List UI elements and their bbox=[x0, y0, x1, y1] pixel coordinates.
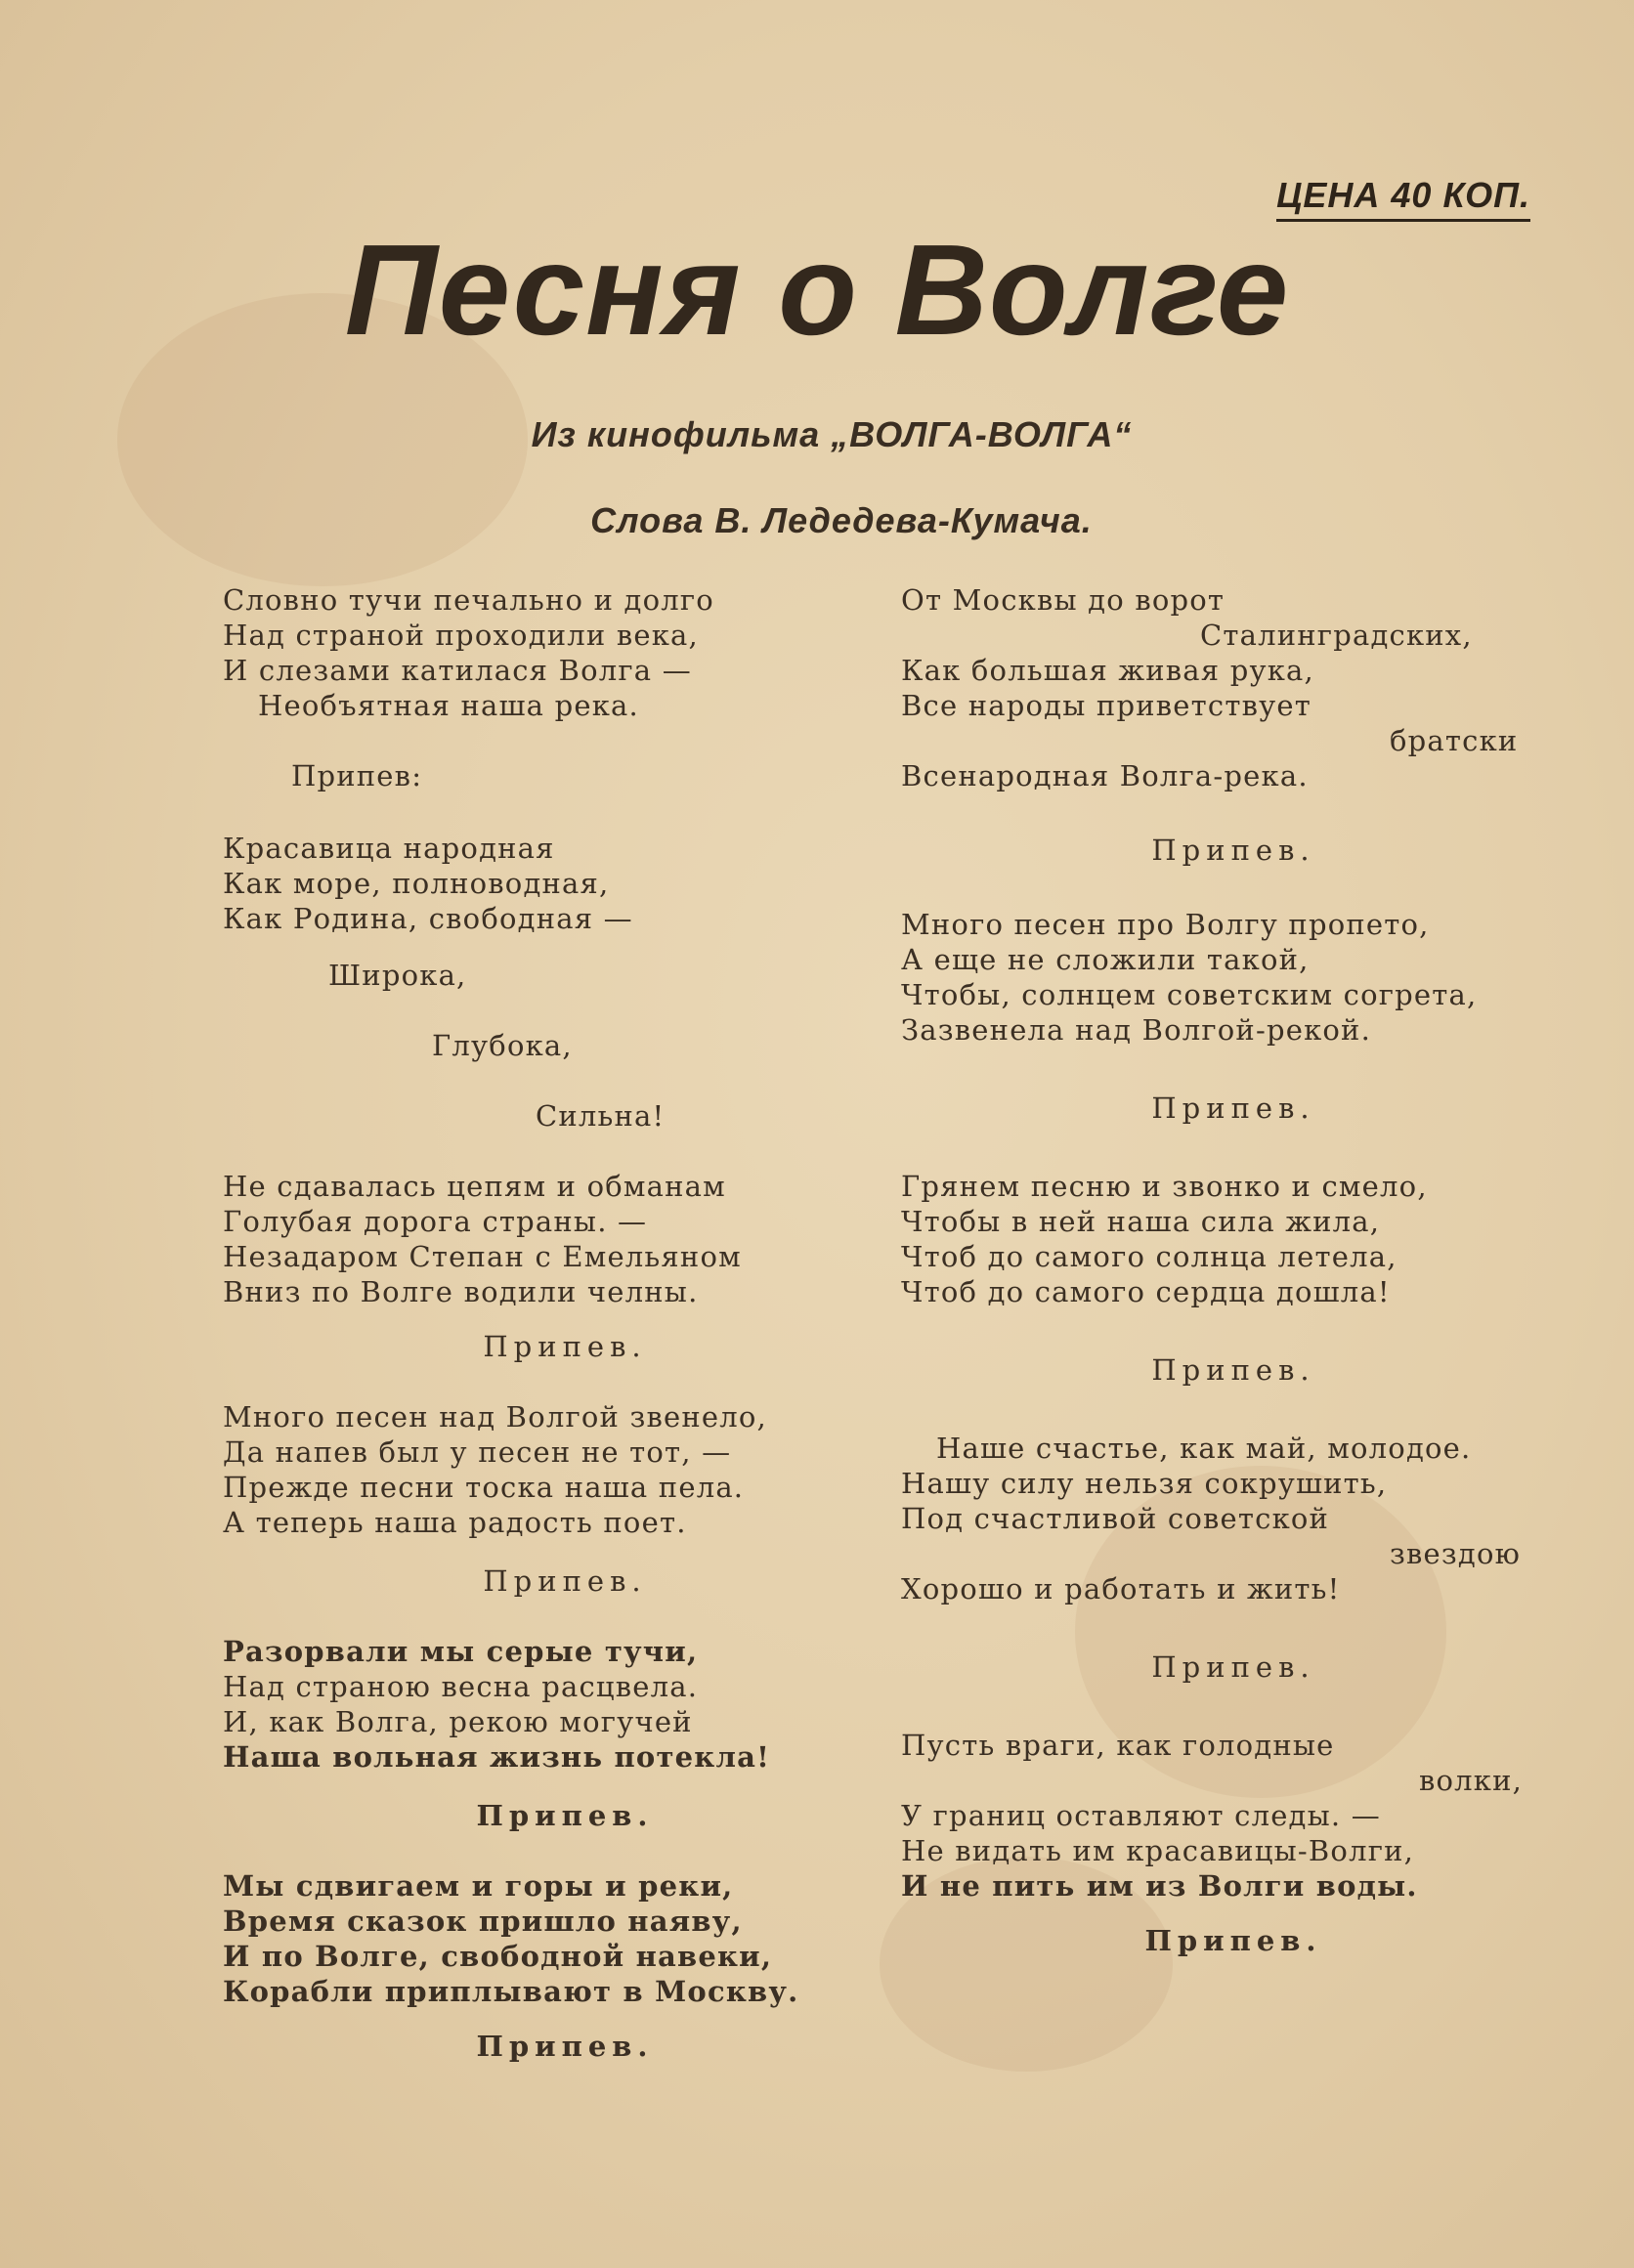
song-title-text: Песня о Волге bbox=[344, 218, 1290, 362]
verse-line: И, как Волга, рекою могучей bbox=[223, 1705, 693, 1738]
verse-line: У границ оставляют следы. — bbox=[901, 1799, 1381, 1832]
verse-line: Наше счастье, как май, молодое. bbox=[936, 1432, 1472, 1465]
stanza bbox=[901, 1431, 1526, 1606]
chorus-word: Широка, bbox=[328, 959, 467, 992]
verse-line: Время сказок пришло наяву, bbox=[223, 1904, 743, 1938]
price-label: ЦЕНА 40 КОП. bbox=[1276, 172, 1530, 222]
refrain-label: Припев. bbox=[476, 2030, 654, 2063]
verse-line: звездою bbox=[1390, 1537, 1522, 1570]
chorus-label: Припев: bbox=[291, 759, 423, 792]
verse-line: А теперь наша радость поет. bbox=[223, 1506, 687, 1539]
stanza bbox=[901, 1728, 1526, 1904]
lyrics-author-text: Слова В. Ледедева-Кумача. bbox=[590, 500, 1093, 540]
verse-line: Прежде песни тоска наша пела. bbox=[223, 1471, 745, 1504]
chorus-line: Как море, полноводная, bbox=[223, 867, 610, 900]
verse-line: Сталинградских, bbox=[1200, 619, 1473, 652]
stanza bbox=[223, 1399, 848, 1540]
left-column bbox=[223, 582, 848, 2064]
verse-line: Всенародная Волга-река. bbox=[901, 759, 1309, 792]
verse-line: братски bbox=[1390, 724, 1519, 757]
verse-line: Разорвали мы серые тучи, bbox=[223, 1635, 699, 1668]
verse-line: Над страною весна расцвела. bbox=[223, 1670, 699, 1703]
verse-line: И не пить им из Волги воды. bbox=[901, 1869, 1418, 1903]
verse-line: От Москвы до ворот bbox=[901, 583, 1226, 617]
verse-line: Корабли приплывают в Москву. bbox=[223, 1975, 799, 2008]
film-subtitle-text: Из кинофильма „ВОЛГА-ВОЛГА“ bbox=[531, 414, 1133, 454]
right-column bbox=[901, 582, 1526, 1958]
song-title bbox=[59, 217, 1634, 364]
verse-line: Чтобы, солнцем советским согрета, bbox=[901, 978, 1478, 1011]
verse-line: И по Волге, свободной навеки, bbox=[223, 1940, 773, 1973]
verse-line: Пусть враги, как голодные bbox=[901, 1729, 1335, 1762]
verse-line: Не сдавалась цепям и обманам bbox=[223, 1170, 726, 1203]
chorus-line: Как Родина, свободная — bbox=[223, 902, 633, 935]
verse-line: Чтоб до самого солнца летела, bbox=[901, 1240, 1398, 1273]
verse-line: волки, bbox=[1419, 1764, 1524, 1797]
verse-line: Необъятная наша река. bbox=[258, 689, 639, 722]
chorus-word: Глубока, bbox=[432, 1029, 573, 1062]
chorus bbox=[223, 831, 848, 936]
stanza bbox=[901, 1169, 1526, 1309]
chorus-word: Сильна! bbox=[536, 1099, 666, 1133]
refrain-label: Припев. bbox=[1151, 1353, 1315, 1387]
verse-line: И слезами катилася Волга — bbox=[223, 654, 692, 687]
verse-line: Над страной проходили века, bbox=[223, 619, 699, 652]
stanza bbox=[223, 1634, 848, 1775]
stanza bbox=[223, 1169, 848, 1309]
stanza bbox=[901, 582, 1526, 793]
lyrics-author bbox=[0, 496, 1634, 545]
refrain-label: Припев. bbox=[1151, 1650, 1315, 1684]
verse-line: Не видать им красавицы-Волги, bbox=[901, 1834, 1415, 1867]
verse-line: Мы сдвигаем и горы и реки, bbox=[223, 1869, 734, 1903]
verse-line: Наша вольная жизнь потекла! bbox=[223, 1740, 771, 1774]
verse-line: Словно тучи печально и долго bbox=[223, 583, 714, 617]
chorus-line: Красавица народная bbox=[223, 832, 555, 865]
refrain-label: Припев. bbox=[483, 1330, 647, 1363]
refrain-label: Припев. bbox=[1144, 1924, 1322, 1957]
refrain-label: Припев. bbox=[1151, 834, 1315, 867]
stanza bbox=[223, 1868, 848, 2009]
verse-line: Чтобы в ней наша сила жила, bbox=[901, 1205, 1381, 1238]
verse-line: Чтоб до самого сердца дошла! bbox=[901, 1275, 1391, 1308]
refrain-label: Припев. bbox=[476, 1799, 654, 1832]
verse-line: Грянем песню и звонко и смело, bbox=[901, 1170, 1428, 1203]
stanza bbox=[901, 907, 1526, 1048]
verse-line: Все народы приветствует bbox=[901, 689, 1312, 722]
verse-line: Как большая живая рука, bbox=[901, 654, 1314, 687]
verse-line: Голубая дорога страны. — bbox=[223, 1205, 648, 1238]
refrain-label: Припев. bbox=[1151, 1091, 1315, 1125]
verse-line: Нашу силу нельзя сокрушить, bbox=[901, 1467, 1388, 1500]
verse-line: Вниз по Волге водили челны. bbox=[223, 1275, 699, 1308]
verse-line: А еще не сложили такой, bbox=[901, 943, 1310, 976]
verse-line: Под счастливой советской bbox=[901, 1502, 1330, 1535]
stanza bbox=[223, 582, 848, 723]
verse-line: Много песен про Волгу пропето, bbox=[901, 908, 1430, 941]
film-subtitle bbox=[0, 410, 1634, 459]
verse-line: Незадаром Степан с Емельяном bbox=[223, 1240, 742, 1273]
verse-line: Зазвенела над Волгой-рекой. bbox=[901, 1013, 1372, 1047]
verse-line: Много песен над Волгой звенело, bbox=[223, 1400, 767, 1434]
verse-line: Хорошо и работать и жить! bbox=[901, 1572, 1341, 1605]
verse-line: Да напев был у песен не тот, — bbox=[223, 1435, 732, 1469]
refrain-label: Припев. bbox=[483, 1564, 647, 1598]
